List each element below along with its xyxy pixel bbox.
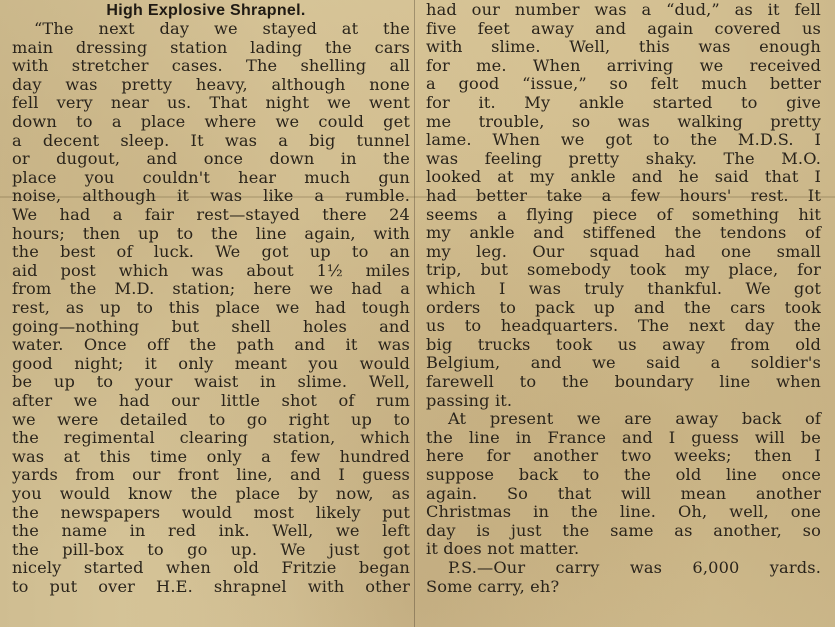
text-line: water. Once off the path and it was (12, 335, 410, 355)
text-line: trip, but somebody took my place, for (426, 260, 821, 280)
text-line: or dugout, and once down in the (12, 149, 410, 169)
column-rule (414, 0, 415, 627)
text-line: me trouble, so was walking pretty (426, 111, 821, 131)
text-line: had our number was a “dud,” as it fell (426, 0, 821, 19)
text-line: the newspapers would most likely put (12, 502, 410, 522)
text-line: my ankle and stiffened the tendons of (426, 223, 821, 243)
text-line: for it. My ankle started to give (426, 93, 821, 112)
text-line: rest, as up to this place we had tough (12, 298, 410, 317)
text-line: it does not matter. (426, 539, 580, 559)
text-line: fell very near us. That night we went (12, 93, 410, 113)
text-line: We had a fair rest—stayed there 24 (12, 205, 410, 224)
text-line: the pill-box to go up. We just got (12, 539, 410, 559)
text-line: day was pretty heavy, although none (12, 74, 410, 94)
headline: High Explosive Shrapnel. (106, 2, 306, 19)
left-column (0, 0, 412, 627)
text-line: Belgium, and we said a soldier's (426, 353, 821, 373)
text-line: looked at my ankle and he said that I (426, 167, 821, 187)
text-line: was at this time only a few hundred (12, 446, 410, 466)
text-line: P.S.—Our carry was 6,000 yards. (448, 558, 821, 577)
text-line: At present we are away back of (448, 409, 821, 429)
text-line: day is just the same as another, so (426, 520, 821, 540)
text-line: my leg. Our squad had one small (426, 241, 821, 261)
text-line: noise, although it was like a rumble. (12, 186, 410, 206)
text-line: Christmas in the line. Oh, well, one (426, 502, 821, 522)
text-line: was feeling pretty shaky. The M.O. (426, 148, 821, 168)
text-line: to put over H.E. shrapnel with other (12, 577, 410, 596)
text-line: farewell to the boundary line when (426, 372, 821, 391)
text-line: going—nothing but shell holes and (12, 316, 410, 336)
text-line: big trucks took us away from old (426, 334, 821, 354)
text-line: you would know the place by now, as (12, 484, 410, 503)
text-line: with slime. Well, this was enough (426, 37, 821, 57)
text-line: suppose back to the old line once (426, 465, 821, 484)
text-line: the regimental clearing station, which (12, 428, 410, 448)
text-line: orders to pack up and the cars took (426, 297, 821, 317)
text-line: hours; then up to the line again, with (12, 223, 410, 243)
text-line: a good “issue,” so felt much better (426, 74, 821, 94)
text-line: had better take a few hours' rest. It (426, 186, 821, 205)
text-line: good night; it only meant you would (12, 353, 410, 373)
text-line: a decent sleep. It was a big tunnel (12, 130, 410, 150)
text-line: seems a flying piece of something hit (426, 204, 821, 224)
text-line: “The next day we stayed at the (34, 19, 410, 38)
text-line: which I was truly thankful. We got (426, 279, 821, 298)
text-line: lame. When we got to the M.D.S. I (426, 130, 821, 150)
text-line: five feet away and again covered us (426, 18, 821, 38)
text-line: with stretcher cases. The shelling all (12, 56, 410, 76)
text-line: down to a place where we could get (12, 112, 410, 131)
text-line: again. So that will mean another (426, 483, 821, 503)
text-line: we were detailed to go right up to (12, 409, 410, 429)
text-line: Some carry, eh? (426, 576, 560, 596)
text-line: the best of luck. We got up to an (12, 242, 410, 262)
text-line: nicely started when old Fritzie began (12, 558, 410, 578)
text-line: from the M.D. station; here we had a (12, 279, 410, 299)
text-line: the name in red ink. Well, we left (12, 521, 410, 541)
text-line: be up to your waist in slime. Well, (12, 372, 410, 392)
text-line: passing it. (426, 390, 513, 410)
text-line: aid post which was about 1½ miles (12, 260, 410, 280)
text-line: main dressing station lading the cars (12, 37, 410, 57)
text-line: yards from our front line, and I guess (12, 465, 410, 485)
text-line: place you couldn't hear much gun (12, 167, 410, 187)
text-line: after we had our little shot of rum (12, 391, 410, 410)
text-line: here for another two weeks; then I (426, 446, 821, 466)
text-line: the line in France and I guess will be (426, 427, 821, 447)
right-column (420, 0, 835, 627)
text-line: for me. When arriving we received (426, 55, 821, 75)
text-line: us to headquarters. The next day the (426, 316, 821, 336)
